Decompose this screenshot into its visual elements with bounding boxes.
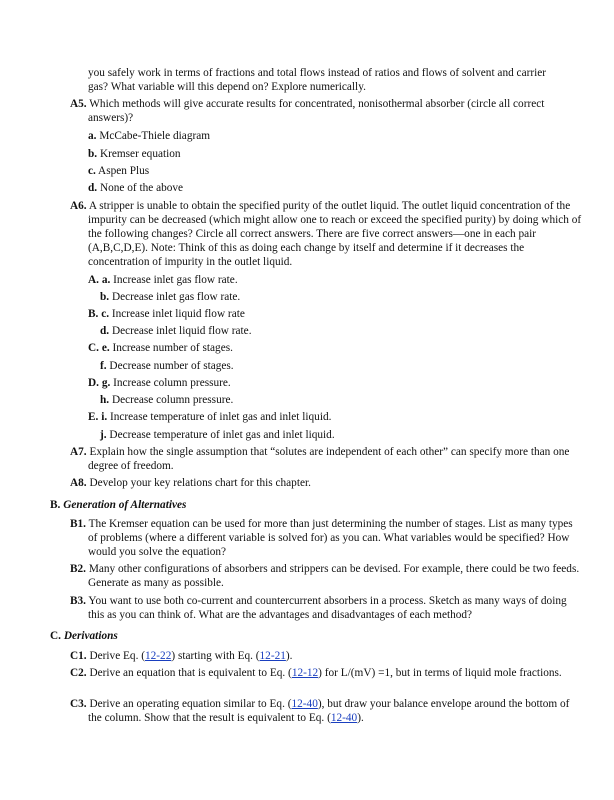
intro-continuation-text: you safely work in terms of fractions and total flows instead of ratios and flows of solvent and carrier gas? What variable will this depend on? Explore numerically. [88,67,547,93]
section-c-letter: C. [50,630,61,642]
a5-option-b-text: Kremser equation [99,148,181,160]
question-c3-text-post: ). [357,712,364,724]
equation-link-12-22[interactable]: 12-22 [145,650,172,662]
a5-option-a-text: McCabe-Thiele diagram [99,130,211,142]
a6-option-f-letter: f. [100,360,107,372]
question-a6 [70,199,584,269]
question-c1 [70,649,566,663]
a5-option-b [88,147,181,161]
question-b1-label: B1. [70,518,87,530]
a6-option-i-text: Increase temperature of inlet gas and inlet liquid. [109,411,332,423]
a6-pair-a-first [88,273,238,287]
question-a8-label: A8. [70,477,87,489]
a6-pair-c-first [88,341,233,355]
equation-link-12-21[interactable]: 12-21 [259,650,286,662]
a6-pair-b-first [88,307,245,321]
a5-option-b-letter: b. [88,148,98,160]
a5-option-c [88,164,149,178]
a5-option-a-letter: a. [88,130,97,142]
question-a6-text: A stripper is unable to obtain the specified purity of the outlet liquid. The outlet liquid concentration of the impurity can be decreased (which might allow one to reach or exceed the specified purity) by doing which of the following changes? Circle all correct answers. There are five correct answers—one in each pair (A,B,C,D,E). Note: Think of this as doing each change by itself and determine if it decreases the concentration of impurity in the outlet liquid. [88,200,582,268]
a6-option-e-text: Increase number of stages. [112,342,233,354]
equation-link-12-40[interactable]: 12-40 [291,698,318,710]
a6-option-i-letter: i. [101,411,108,423]
a5-option-d [88,181,183,195]
question-a7-label: A7. [70,446,87,458]
a6-option-a-text: Increase inlet gas flow rate. [113,274,238,286]
a6-pair-d-label: D. [88,377,99,389]
question-c3-text-mid: ), but draw your balance envelope around the bottom of the column. Show that the result is equivalent to Eq. ( [88,698,570,724]
a6-pair-d-first [88,376,231,390]
question-b3-label: B3. [70,595,87,607]
question-c3 [70,697,584,725]
question-c2-label: C2. [70,667,87,679]
a5-option-c-letter: c. [88,165,96,177]
a6-option-g-letter: g. [101,377,111,389]
a6-pair-c-label: C. [88,342,99,354]
a6-option-g-text: Increase column pressure. [113,377,231,389]
a5-option-d-text: None of the above [99,182,184,194]
a6-option-j-text: Decrease temperature of inlet gas and inlet liquid. [109,429,335,441]
question-a5 [70,97,584,125]
question-c1-label: C1. [70,650,87,662]
a6-pair-b-label: B. [88,308,99,320]
question-a7 [70,445,584,473]
question-c1-text-post: ). [285,650,293,662]
section-c-heading [50,629,118,643]
a6-option-j-letter: j. [100,429,107,441]
question-b1 [70,517,584,559]
a6-pair-b-second [100,324,252,338]
section-c-title: Derivations [63,630,118,642]
question-c1-text-pre: Derive Eq. ( [89,650,145,662]
question-a8-text: Develop your key relations chart for this chapter. [89,477,311,489]
question-b2-text: Many other configurations of absorbers and strippers can be devised. For example, there could be two feeds. Generate as many as possible. [88,563,580,589]
question-b2 [70,562,584,590]
a6-option-c-letter: c. [101,308,110,320]
a6-option-b-letter: b. [100,291,110,303]
a6-pair-e-label: E. [88,411,99,423]
a5-option-d-letter: d. [88,182,98,194]
a6-option-h-letter: h. [100,394,110,406]
a6-pair-e-first [88,410,331,424]
question-c3-label: C3. [70,698,87,710]
a6-option-f-text: Decrease number of stages. [109,360,234,372]
question-c1-text-mid: ) starting with Eq. ( [171,650,260,662]
a6-pair-e-second [100,428,335,442]
section-b-title: Generation of Alternatives [63,499,187,511]
question-b2-label: B2. [70,563,87,575]
a6-option-b-text: Decrease inlet gas flow rate. [111,291,241,303]
question-b3 [70,594,584,622]
question-a7-text: Explain how the single assumption that “solutes are independent of each other” can specify more than one degree of freedom. [88,446,570,472]
a6-option-c-text: Increase inlet liquid flow rate [111,308,245,320]
section-b-heading [50,498,186,512]
a6-pair-a-label: A. [88,274,99,286]
a5-option-c-text: Aspen Plus [98,165,150,177]
a5-option-a [88,129,210,143]
question-a8 [70,476,566,490]
question-a6-label: A6. [70,200,87,212]
a6-option-h-text: Decrease column pressure. [111,394,234,406]
a6-option-d-text: Decrease inlet liquid flow rate. [111,325,252,337]
question-c2-text-post: ) for L/(mV) =1, but in terms of liquid mole fractions. [318,667,562,679]
a6-option-d-letter: d. [100,325,110,337]
question-c2 [70,666,584,680]
a6-pair-a-second [100,290,240,304]
a6-option-a-letter: a. [101,274,111,286]
question-b3-text: You want to use both co-current and countercurrent absorbers in a process. Sketch as many ways of doing this as you can think of. What are the advantages and disadvantages of each method? [88,595,567,621]
a6-pair-d-second [100,393,233,407]
a6-option-e-letter: e. [101,342,110,354]
a6-pair-c-second [100,359,234,373]
equation-link-12-12[interactable]: 12-12 [291,667,319,679]
question-b1-text: The Kremser equation can be used for more than just determining the number of stages. List as many types of problems (where a different variable is solved for) as you can. What variables would be specified? How would you solve the equation? [88,518,573,558]
question-c3-text-pre: Derive an operating equation similar to Eq. ( [89,698,292,710]
question-a5-label: A5. [70,98,87,110]
question-c2-text-pre: Derive an equation that is equivalent to Eq. ( [89,667,292,679]
equation-link-12-40-second[interactable]: 12-40 [330,712,358,724]
section-b-letter: B. [50,499,61,511]
question-a5-text: Which methods will give accurate results for concentrated, nonisothermal absorber (circle all correct answers)? [88,98,545,124]
